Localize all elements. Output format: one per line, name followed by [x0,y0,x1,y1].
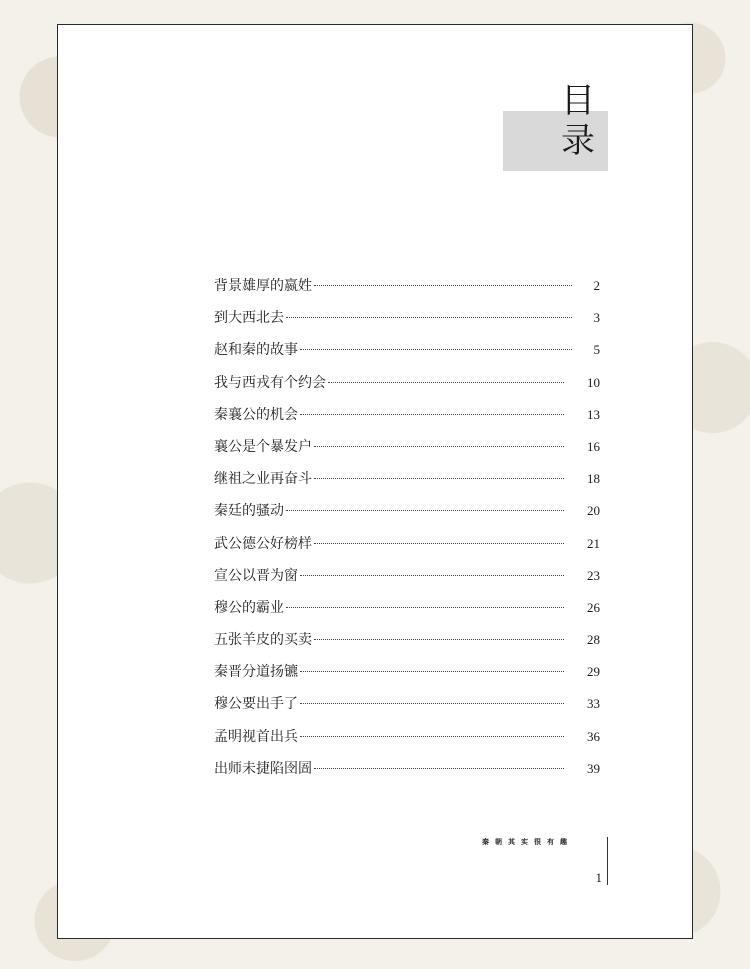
toc-entry-title: 五张羊皮的买卖 [214,632,312,649]
toc-entry[interactable] [214,726,600,758]
toc-entry[interactable] [214,372,600,404]
toc-entry-page: 20 [587,503,600,519]
page-title-line-1: 目 [561,81,595,121]
toc-entry[interactable] [214,275,600,307]
toc-entry[interactable] [214,468,600,500]
toc-leader-dots [300,671,564,672]
toc-entry-title: 秦晋分道扬镳 [214,664,298,681]
toc-entry-title: 赵和秦的故事 [214,342,298,359]
page-number: 1 [595,870,602,885]
toc-entry-title: 穆公的霸业 [214,599,284,616]
toc-leader-dots [314,446,564,447]
toc-entry-page: 10 [587,374,600,390]
toc-entry-title: 背景雄厚的嬴姓 [214,278,312,294]
toc-entry[interactable] [214,436,600,468]
running-footer-book-title: 秦朝其实很有趣 [482,837,573,846]
page-title [558,81,598,161]
book-page [57,24,693,939]
toc-entry-page: 16 [587,438,600,454]
toc-leader-dots [286,607,564,608]
toc-entry-page: 21 [587,535,600,551]
toc-entry-page: 26 [587,599,600,615]
toc-entry-title: 宣公以晋为窗 [214,567,298,584]
toc-entry[interactable] [214,597,600,629]
toc-entry-title: 出师未捷陷囹圄 [214,760,312,777]
toc-leader-dots [300,736,564,737]
toc-leader-dots [286,317,572,318]
toc-entry[interactable] [214,339,600,371]
toc-entry-page: 23 [587,567,600,583]
toc-entry-page: 28 [587,632,600,648]
toc-entry[interactable] [214,307,600,339]
toc-entry[interactable] [214,565,600,597]
toc-entry-title: 孟明视首出兵 [214,728,298,745]
toc-entry-title: 我与西戎有个约会 [214,374,326,391]
toc-entry-page: 5 [593,342,600,358]
toc-entry-title: 穆公要出手了 [214,696,298,713]
toc-entry[interactable] [214,500,600,532]
toc-entry-title: 襄公是个暴发户 [214,438,312,455]
toc-entry-title: 武公德公好榜样 [214,535,312,552]
toc-leader-dots [314,285,572,286]
toc-entry[interactable] [214,629,600,661]
toc-entry-page: 2 [593,278,600,293]
toc-leader-dots [300,575,564,576]
toc-leader-dots [314,543,564,544]
toc-leader-dots [286,510,564,511]
toc-entry-page: 39 [587,760,600,776]
toc-entry[interactable] [214,661,600,693]
page-title-line-2: 录 [561,121,595,161]
toc-leader-dots [300,703,564,704]
toc-leader-dots [314,639,564,640]
toc-entry-title: 继祖之业再奋斗 [214,471,312,488]
toc-entry[interactable] [214,533,600,565]
toc-leader-dots [314,768,564,769]
toc-entry-page: 18 [587,471,600,487]
toc-entry-title: 秦廷的骚动 [214,503,284,520]
toc-leader-dots [300,349,572,350]
footer-divider [607,837,608,885]
table-of-contents [214,275,600,790]
toc-leader-dots [328,382,564,383]
toc-entry-page: 13 [587,406,600,422]
toc-entry-page: 3 [593,310,600,326]
toc-leader-dots [300,414,564,415]
toc-leader-dots [314,478,564,479]
toc-entry-title: 到大西北去 [214,310,284,327]
toc-entry[interactable] [214,693,600,725]
toc-entry-page: 29 [587,664,600,680]
toc-entry[interactable] [214,758,600,790]
toc-entry-page: 36 [587,728,600,744]
toc-entry-title: 秦襄公的机会 [214,406,298,423]
toc-entry[interactable] [214,404,600,436]
toc-entry-page: 33 [587,696,600,712]
